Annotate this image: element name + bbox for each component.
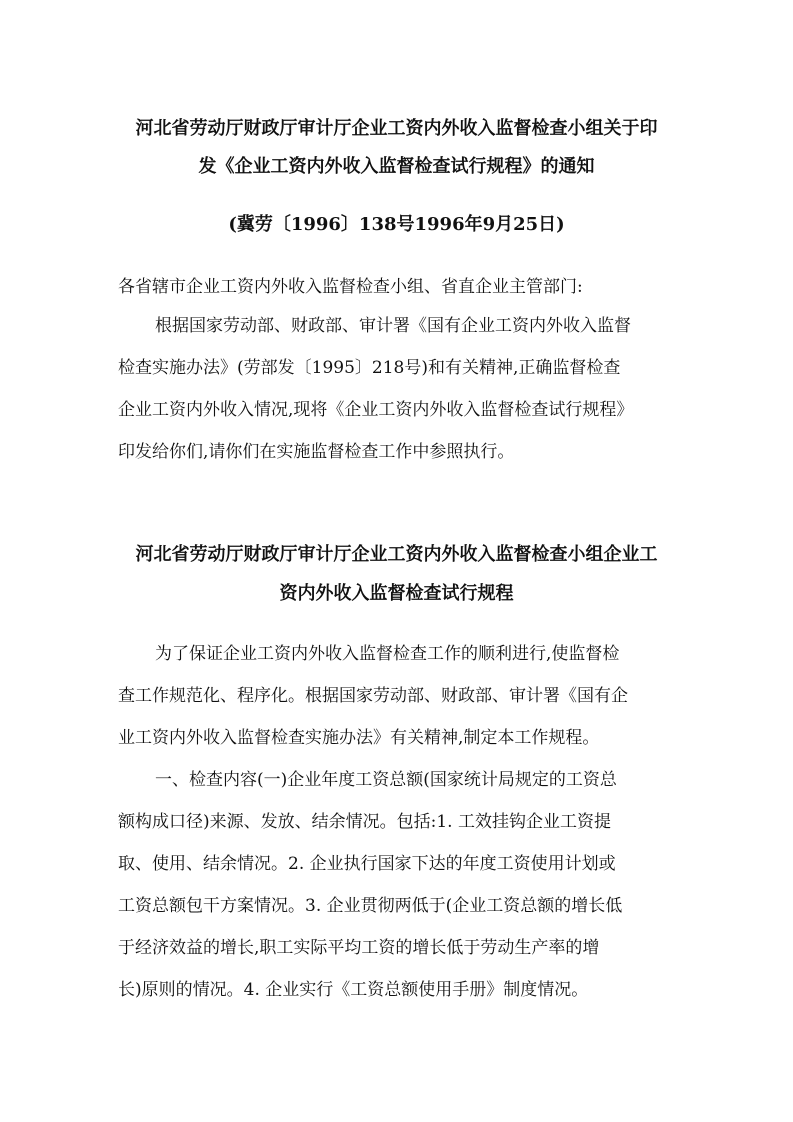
notice-salutation: 各省辖市企业工资内外收入监督检查小组、省直企业主管部门: [118, 277, 583, 297]
notice-body-line: 根据国家劳动部、财政部、审计署《国有企业工资内外收入监督 [155, 316, 631, 336]
notice-body-line: 企业工资内外收入情况,现将《企业工资内外收入监督检查试行规程》 [118, 400, 634, 420]
rules-intro-line: 查工作规范化、程序化。根据国家劳动部、财政部、审计署《国有企 [118, 686, 628, 706]
notice-title-line-2: 发《企业工资内外收入监督检查试行规程》的通知 [198, 156, 595, 177]
rules-section-line: 工资总额包干方案情况。3. 企业贯彻两低于(企业工资总额的增长低 [118, 896, 623, 916]
notice-document-number: (冀劳〔1996〕138号1996年9月25日) [228, 214, 565, 235]
rules-section-line: 取、使用、结余情况。2. 企业执行国家下达的年度工资使用计划或 [118, 854, 616, 874]
rules-intro-line: 业工资内外收入监督检查实施办法》有关精神,制定本工作规程。 [118, 728, 600, 748]
rules-section-line: 一、检查内容(一)企业年度工资总额(国家统计局规定的工资总 [155, 770, 617, 790]
rules-section-line: 额构成口径)来源、发放、结余情况。包括:1. 工效挂钩企业工资提 [118, 812, 611, 832]
rules-title-line-1: 河北省劳动厅财政厅审计厅企业工资内外收入监督检查小组企业工 [135, 544, 658, 565]
rules-section-line: 于经济效益的增长,职工实际平均工资的增长低于劳动生产率的增 [118, 938, 600, 958]
notice-body-line: 印发给你们,请你们在实施监督检查工作中参照执行。 [118, 442, 515, 462]
notice-title-line-1: 河北省劳动厅财政厅审计厅企业工资内外收入监督检查小组关于印 [135, 118, 658, 139]
notice-body-line: 检查实施办法》(劳部发〔1995〕218号)和有关精神,正确监督检查 [118, 358, 621, 378]
rules-section-line: 长)原则的情况。4. 企业实行《工资总额使用手册》制度情况。 [118, 980, 589, 1000]
rules-intro-line: 为了保证企业工资内外收入监督检查工作的顺利进行,使监督检 [155, 644, 620, 664]
rules-title-line-2: 资内外收入监督检查试行规程 [279, 583, 514, 604]
